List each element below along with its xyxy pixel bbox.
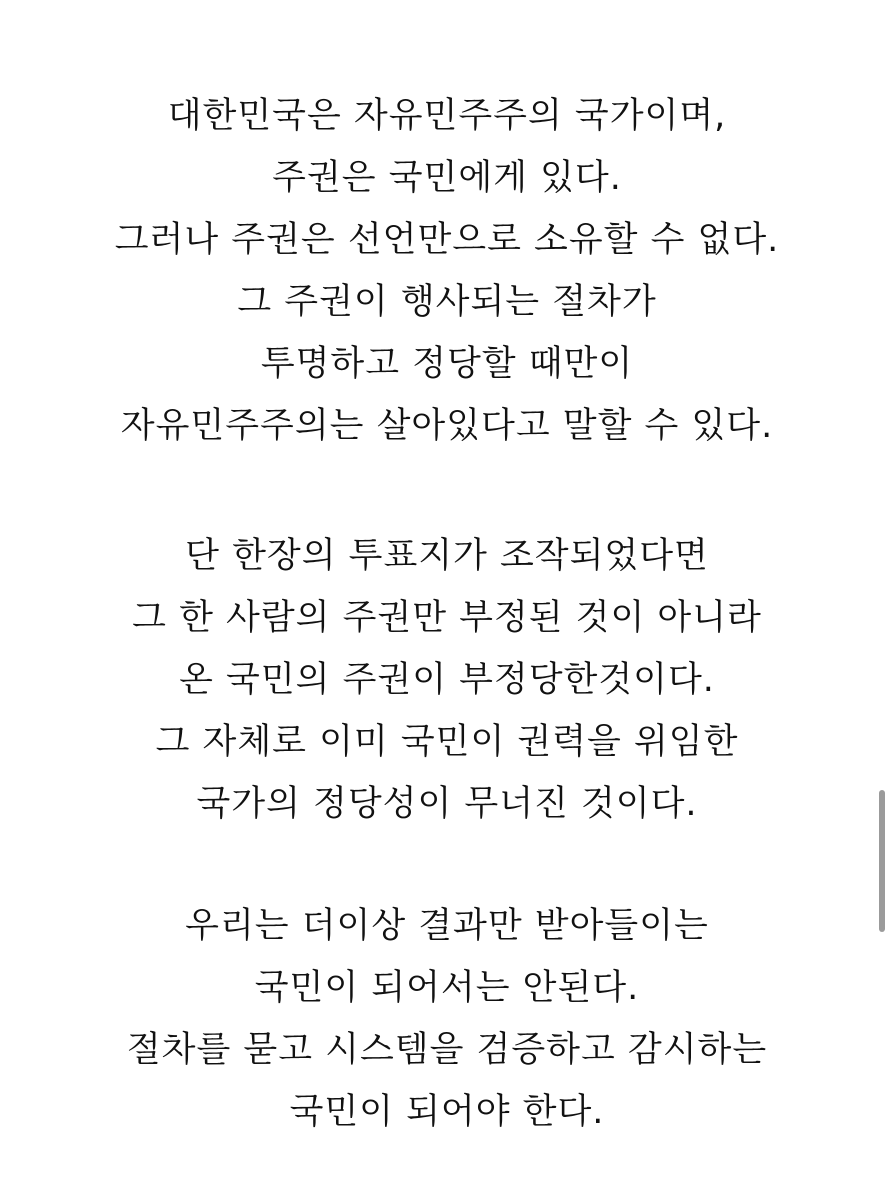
text-line: 그 주권이 행사되는 절차가	[237, 282, 657, 322]
text-line: 우리는 더이상 결과만 받아들이는	[185, 906, 709, 946]
text-line: 그 한 사람의 주권만 부정된 것이 아니라	[132, 598, 762, 638]
text-line: 투명하고 정당할 때만이	[260, 344, 634, 384]
text-line: 절차를 묻고 시스템을 검증하고 감시하는	[126, 1030, 768, 1070]
scrollbar-thumb[interactable]	[879, 790, 885, 932]
stanza-2	[0, 525, 894, 835]
stanza-1	[0, 85, 894, 457]
text-line: 그러나 주권은 선언만으로 소유할 수 없다.	[114, 220, 780, 260]
text-line: 단 한장의 투표지가 조작되었다면	[185, 536, 709, 576]
text-line: 대한민국은 자유민주주의 국가이며,	[167, 96, 727, 136]
text-line: 국민이 되어서는 안된다.	[254, 968, 640, 1008]
text-line: 국민이 되어야 한다.	[289, 1092, 605, 1132]
text-line: 온 국민의 주권이 부정당한것이다.	[179, 660, 715, 700]
stanza-3	[0, 895, 894, 1143]
text-line: 국가의 정당성이 무너진 것이다.	[196, 784, 698, 824]
text-line: 그 자체로 이미 국민이 권력을 위임한	[155, 722, 739, 762]
text-line: 주권은 국민에게 있다.	[272, 158, 622, 198]
text-line: 자유민주주의는 살아있다고 말할 수 있다.	[120, 406, 774, 446]
